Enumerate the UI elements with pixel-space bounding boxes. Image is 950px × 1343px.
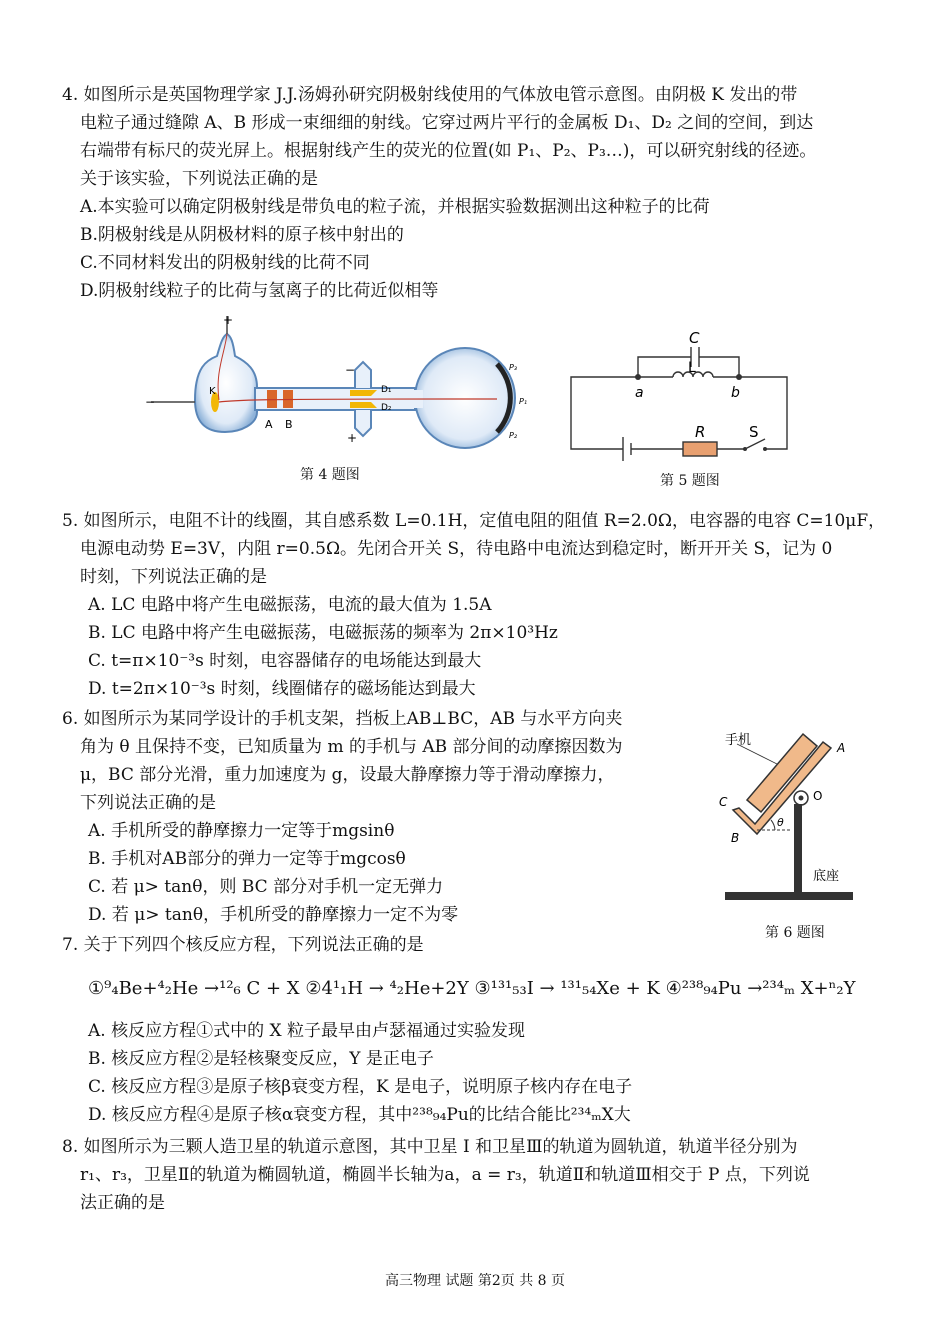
- label-d1: D₁: [381, 385, 392, 395]
- figure-4-caption: 第 4 题图: [300, 467, 360, 483]
- label-b: B: [731, 831, 740, 845]
- q5-option-b: B. LC 电路中将产生电磁振荡，电磁振荡的频率为 2π×10³Hz: [88, 623, 558, 643]
- label-s: S: [749, 423, 759, 441]
- slit-a: [267, 390, 277, 408]
- label-b: B: [285, 418, 293, 431]
- figure-6-phone-stand: [695, 720, 865, 915]
- label-k: K: [209, 386, 216, 397]
- q7-equations: ①⁹₄Be+⁴₂He →¹²₆ C + X ②4¹₁H → ⁴₂He+2Y ③¹³¹₅₃I → ¹³¹₅₄Xe + K ④²³⁸₉₄Pu →²³⁴ₘ X+ⁿ₂Y: [88, 978, 856, 999]
- q5-option-d: D. t=2π×10⁻³s 时刻，线圈储存的磁场能达到最大: [88, 679, 476, 699]
- q4-stem-line-4: 关于该实验，下列说法正确的是: [80, 169, 318, 189]
- q6-option-b: B. 手机对AB部分的弹力一定等于mgcosθ: [88, 849, 406, 869]
- label-r: R: [695, 423, 706, 441]
- q5-stem-line-2: 电源电动势 E=3V，内阻 r=0.5Ω。先闭合开关 S，待电路中电流达到稳定时，断开开关 S，记为 0: [80, 539, 833, 559]
- q4-stem-line-1: 4. 如图所示是英国物理学家 J.J.汤姆孙研究阴极射线使用的气体放电管示意图。由阴极 K 发出的带: [62, 85, 798, 105]
- q6-stem-line-3: μ，BC 部分光滑，重力加速度为 g，设最大静摩擦力等于滑动摩擦力，: [80, 765, 615, 785]
- label-plus-top: +: [223, 313, 234, 327]
- q4-option-c: C.不同材料发出的阴极射线的比荷不同: [80, 253, 370, 273]
- figure-6-caption: 第 6 题图: [765, 925, 825, 941]
- q4-stem-line-3: 右端带有标尺的荧光屏上。根据射线产生的荧光的位置(如 P₁、P₂、P₃…)，可以研究射线的径迹。: [80, 141, 817, 161]
- q5-option-a: A. LC 电路中将产生电磁振荡，电流的最大值为 1.5A: [88, 595, 492, 615]
- q8-stem-line-1: 8. 如图所示为三颗人造卫星的轨道示意图，其中卫星 I 和卫星Ⅲ的轨道为圆轨道，轨道半径分别为: [62, 1137, 798, 1157]
- label-theta: θ: [777, 816, 784, 829]
- label-a: A: [265, 418, 273, 431]
- label-minus-left: −: [145, 395, 156, 409]
- label-minus-mid: −: [345, 363, 356, 377]
- tube-right-bulb: [415, 348, 518, 448]
- q5-stem-line-1: 5. 如图所示，电阻不计的线圈，其自感系数 L=0.1H，定值电阻的阻值 R=2.0Ω，电容器的电容 C=10μF，: [62, 511, 886, 531]
- q7-option-d: D. 核反应方程④是原子核α衰变方程，其中²³⁸₉₄Pu的比结合能比²³⁴ₘX大: [88, 1105, 631, 1125]
- q7-option-a: A. 核反应方程①式中的 X 粒子最早由卢瑟福通过实验发现: [88, 1021, 525, 1041]
- q8-stem-line-2: r₁、r₃，卫星Ⅱ的轨道为椭圆轨道，椭圆半长轴为a，a = r₃，轨道Ⅱ和轨道Ⅲ相交于 P 点，下列说: [80, 1165, 810, 1185]
- label-a: A: [837, 741, 846, 755]
- q6-option-d: D. 若 μ> tanθ，手机所受的静摩擦力一定不为零: [88, 905, 459, 925]
- figure-5-lc-circuit: [565, 325, 795, 465]
- q4-option-d: D.阴极射线粒子的比荷与氢离子的比荷近似相等: [80, 281, 439, 301]
- page-footer: 高三物理 试题 第2页 共 8 页: [384, 1273, 566, 1289]
- q8-stem-line-3: 法正确的是: [80, 1193, 165, 1213]
- label-a: a: [635, 385, 644, 401]
- tube-left-bulb: [195, 334, 257, 432]
- q4-option-b: B.阴极射线是从阴极材料的原子核中射出的: [80, 225, 404, 245]
- q4-stem-line-2: 电粒子通过缝隙 A、B 形成一束细细的射线。它穿过两片平行的金属板 D₁、D₂ 之间的空间，到达: [80, 113, 814, 133]
- label-c: C: [719, 795, 728, 809]
- resistor-r: [683, 442, 717, 456]
- q5-option-c: C. t=π×10⁻³s 时刻，电容器储存的电场能达到最大: [88, 651, 482, 671]
- label-d2: D₂: [381, 403, 392, 413]
- stand-base: [725, 892, 853, 900]
- q6-stem-line-2: 角为 θ 且保持不变，已知质量为 m 的手机与 AB 部分间的动摩擦因数为: [80, 737, 623, 757]
- label-base: 底座: [813, 869, 840, 884]
- label-c: C: [689, 329, 700, 347]
- label-p3: P₃: [509, 363, 518, 372]
- q7-stem: 7. 关于下列四个核反应方程，下列说法正确的是: [62, 935, 424, 955]
- label-plus-mid: +: [347, 431, 358, 445]
- figure-5-caption: 第 5 题图: [660, 473, 720, 489]
- figure-4-cathode-ray-tube: [145, 312, 540, 452]
- q6-option-c: C. 若 μ> tanθ，则 BC 部分对手机一定无弹力: [88, 877, 444, 897]
- q6-option-a: A. 手机所受的静摩擦力一定等于mgsinθ: [88, 821, 395, 841]
- label-o: O: [813, 789, 823, 803]
- q7-option-c: C. 核反应方程③是原子核β衰变方程，K 是电子，说明原子核内存在电子: [88, 1077, 633, 1097]
- label-l: L: [688, 360, 696, 376]
- label-b: b: [731, 385, 740, 401]
- q6-stem-line-1: 6. 如图所示为某同学设计的手机支架，挡板上AB⊥BC，AB 与水平方向夹: [62, 709, 623, 729]
- stand-post: [794, 804, 802, 896]
- q5-stem-line-3: 时刻，下列说法正确的是: [80, 567, 267, 587]
- label-p1: P₁: [519, 397, 528, 406]
- label-p2: P₂: [509, 431, 518, 440]
- q6-stem-line-4: 下列说法正确的是: [80, 793, 216, 813]
- q7-option-b: B. 核反应方程②是轻核聚变反应，Y 是正电子: [88, 1049, 434, 1069]
- label-phone: 手机: [725, 733, 752, 748]
- q4-option-a: A.本实验可以确定阴极射线是带负电的粒子流，并根据实验数据测出这种粒子的比荷: [80, 197, 710, 217]
